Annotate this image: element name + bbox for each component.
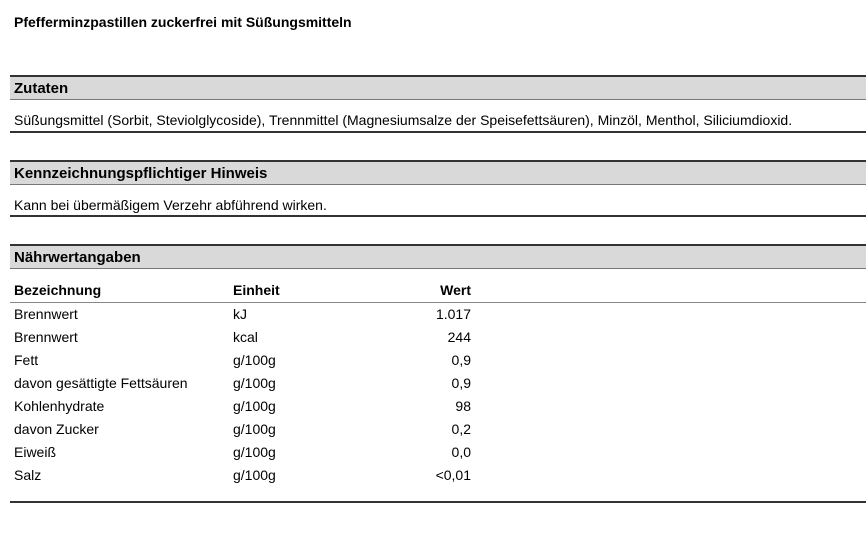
table-row <box>10 395 866 418</box>
nutrition-table-header-row <box>10 280 866 303</box>
row-spacer <box>471 372 866 395</box>
table-row <box>10 372 866 395</box>
ingredients-text: Süßungsmittel (Sorbit, Steviolglycoside), Trennmittel (Magnesiumsalze der Speisefettsäuren), Minzöl, Menthol, Siliciumdioxid. <box>14 112 793 128</box>
row-spacer <box>471 441 866 464</box>
row-value: 98 <box>455 398 471 414</box>
row-name: davon gesättigte Fettsäuren <box>14 375 188 391</box>
row-name: Eiweiß <box>14 444 57 460</box>
notice-header: Kennzeichnungspflichtiger Hinweis <box>10 160 866 185</box>
table-row <box>10 349 866 372</box>
document-title: Pfefferminzpastillen zuckerfrei mit Süßungsmitteln <box>14 14 352 30</box>
row-spacer <box>471 418 866 441</box>
row-unit: g/100g <box>233 398 276 414</box>
row-name: Kohlenhydrate <box>14 398 105 414</box>
row-name: Salz <box>14 467 42 483</box>
column-header-unit: Einheit <box>233 280 403 303</box>
row-unit: g/100g <box>233 467 276 483</box>
row-value: 0,0 <box>451 444 471 460</box>
table-row <box>10 418 866 441</box>
row-unit: kJ <box>233 306 247 322</box>
row-spacer <box>471 395 866 418</box>
table-row <box>10 441 866 464</box>
table-row <box>10 464 866 487</box>
ingredients-header: Zutaten <box>10 75 866 100</box>
nutrition-divider <box>10 501 866 503</box>
row-unit: kcal <box>233 329 258 345</box>
row-value: 0,9 <box>451 352 471 368</box>
row-name: davon Zucker <box>14 421 99 437</box>
table-row <box>10 326 866 349</box>
column-header-name: Bezeichnung <box>10 280 233 303</box>
row-unit: g/100g <box>233 444 276 460</box>
nutrition-table <box>10 280 866 487</box>
row-value: <0,01 <box>435 467 471 483</box>
row-name: Fett <box>14 352 39 368</box>
row-value: 0,2 <box>451 421 471 437</box>
notice-text: Kann bei übermäßigem Verzehr abführend wirken. <box>14 197 327 213</box>
nutrition-header: Nährwertangaben <box>10 244 866 269</box>
row-spacer <box>471 349 866 372</box>
row-value: 1.017 <box>435 306 471 322</box>
ingredients-divider <box>10 131 866 133</box>
row-value: 244 <box>447 329 471 345</box>
row-spacer <box>471 464 866 487</box>
row-unit: g/100g <box>233 421 276 437</box>
row-unit: g/100g <box>233 375 276 391</box>
row-value: 0,9 <box>451 375 471 391</box>
row-name: Brennwert <box>14 329 78 345</box>
row-name: Brennwert <box>14 306 78 322</box>
notice-divider <box>10 215 866 217</box>
row-spacer <box>471 303 866 327</box>
row-unit: g/100g <box>233 352 276 368</box>
column-header-spacer <box>471 280 866 303</box>
table-row <box>10 303 866 327</box>
column-header-value: Wert <box>403 280 471 303</box>
row-spacer <box>471 326 866 349</box>
